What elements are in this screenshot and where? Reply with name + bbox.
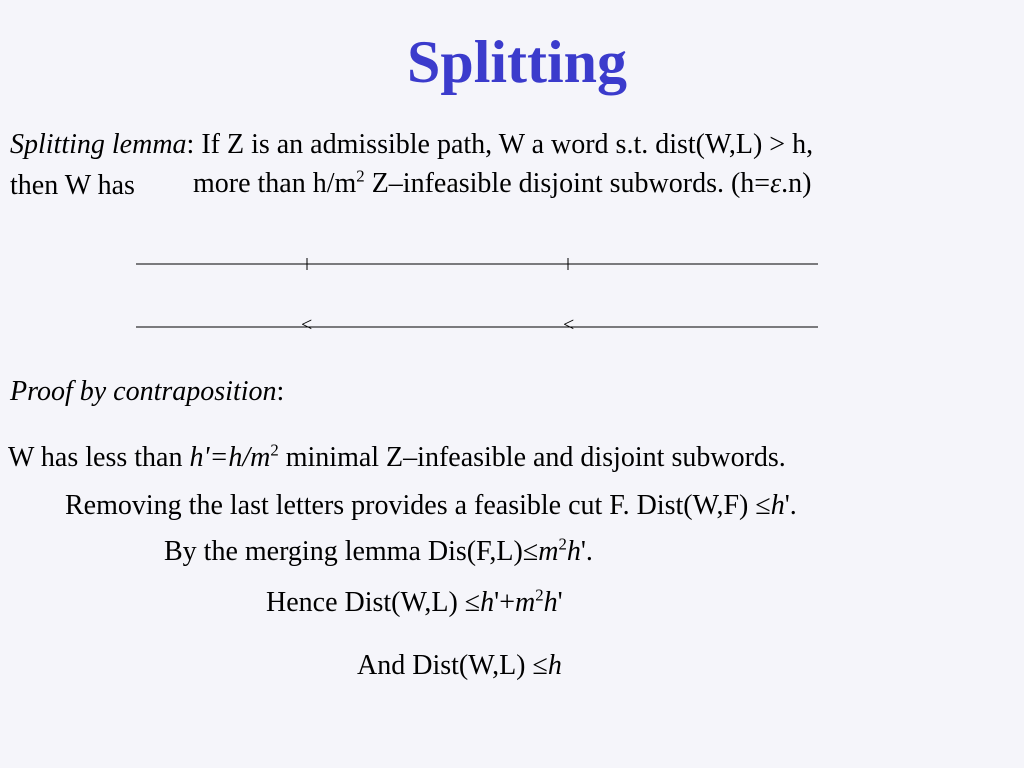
proof-line-3-exponent: 2 bbox=[558, 534, 567, 554]
lemma-line-2-start: then W has bbox=[10, 170, 135, 201]
proof-line-2-h: h bbox=[770, 490, 785, 521]
proof-line-4 bbox=[266, 587, 563, 619]
word-line-ticks bbox=[136, 258, 818, 270]
epsilon-symbol: ε bbox=[770, 168, 782, 199]
proof-line-2-end: '. bbox=[784, 490, 797, 521]
proof-conclusion-text: And Dist(W,L) ≤ bbox=[357, 650, 548, 681]
proof-line-1-exponent: 2 bbox=[270, 440, 279, 460]
lemma-line-1-text: : If Z is an admissible path, W a word s.t. dist(W,L) > h, bbox=[186, 129, 814, 160]
proof-line-3-text: By the merging lemma Dis(F,L)≤ bbox=[164, 536, 539, 567]
proof-line-2-text: Removing the last letters provides a feasible cut F. Dist(W,F) ≤ bbox=[65, 490, 771, 521]
h-prime-definition: h'=h/m bbox=[189, 442, 271, 473]
proof-line-3 bbox=[164, 536, 593, 568]
proof-line-1 bbox=[8, 442, 786, 474]
proof-line-4-m: m bbox=[515, 587, 536, 618]
lemma-line-2-end: .n) bbox=[781, 168, 812, 199]
lemma-name: Splitting lemma bbox=[10, 129, 187, 160]
lemma-infeasible-text: Z–infeasible disjoint subwords. (h= bbox=[364, 168, 771, 199]
proof-heading-text: Proof by contraposition bbox=[10, 376, 277, 407]
proof-line-4-exponent: 2 bbox=[535, 585, 544, 605]
proof-line-4-end: ' bbox=[557, 587, 563, 618]
proof-conclusion-h: h bbox=[547, 650, 562, 681]
proof-line-1-start: W has less than bbox=[8, 442, 190, 473]
proof-line-4-h2: h bbox=[543, 587, 558, 618]
proof-conclusion bbox=[357, 650, 562, 682]
proof-line-3-m: m bbox=[538, 536, 559, 567]
proof-line-4-plus: '+ bbox=[494, 587, 515, 618]
lemma-more-than: more than h/m bbox=[193, 168, 357, 199]
slide-title: Splitting bbox=[406, 29, 628, 95]
proof-heading-colon: : bbox=[276, 376, 285, 407]
lemma-exponent: 2 bbox=[356, 166, 365, 186]
proof-heading bbox=[10, 376, 284, 408]
proof-line-4-text: Hence Dist(W,L) ≤ bbox=[266, 587, 481, 618]
arrow-marker-2: < bbox=[563, 314, 575, 336]
proof-line-1-end: minimal Z–infeasible and disjoint subwords. bbox=[285, 442, 786, 473]
proof-line-3-h: h bbox=[566, 536, 581, 567]
arrow-marker-1: < bbox=[301, 314, 313, 336]
proof-line-4-h1: h bbox=[480, 587, 495, 618]
proof-line-2 bbox=[65, 490, 797, 522]
proof-line-3-end: '. bbox=[580, 536, 593, 567]
